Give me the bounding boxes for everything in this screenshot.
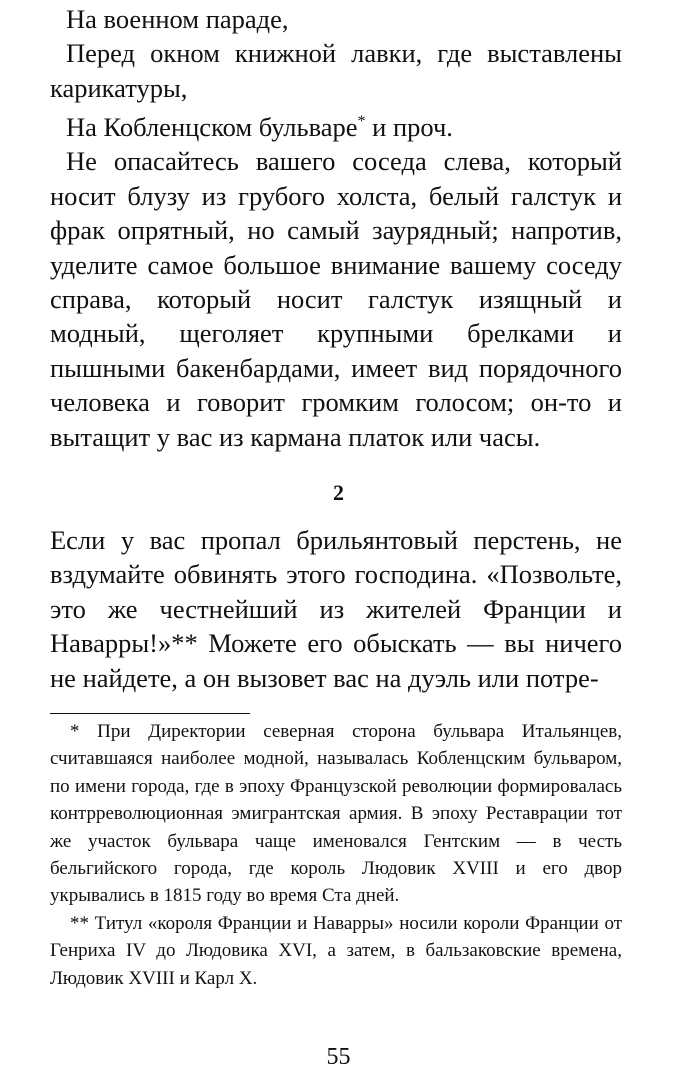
footnote-ref-1: * — [357, 113, 366, 131]
text-line-koblenz-boulevard — [50, 105, 622, 144]
koblenz-suffix: и проч. — [365, 112, 453, 143]
text-line-military-parade: На военном параде, — [66, 4, 289, 34]
paragraph-neighbors: Не опасайтесь вашего соседа слева, который носит блузу из грубого холста, белый галстук и фрак опрятный, но самый заурядный; напротив, уделите самое большое внимание вашему соседу справа, который носит галстук изящный и модный, щеголяет крупными брелками и пышными бакенбардами, имеет вид порядочного человека и говорит громким голосом; он-то и вытащит у вас из кармана платок или часы. — [50, 146, 622, 452]
footnote-2: ** Титул «короля Франции и Наварры» носили короли Франции от Генриха IV до Людовика XVI, а затем, в бальзаковские времена, Людовик XVIII и Карл X. — [50, 912, 622, 989]
footnote-1: * При Директории северная сторона бульвара Итальянцев, считавшаяся наиболее модной, называлась Кобленцским бульваром, по имени города, где в эпоху Французской революции формировалась контрреволюционная эмигрантская армия. В эпоху Реставрации тот же участок бульвара чаще именовался Гентским — в честь бельгийского города, где король Людовик XVIII и его двор укрывались в 1815 году во время Ста дней. — [50, 721, 622, 907]
text-line-bookshop-window: Перед окном книжной лавки, где выставлены карикатуры, — [50, 38, 622, 103]
main-text — [50, 2, 622, 454]
paragraph-ring: Если у вас пропал брильянтовый перстень, не вздумайте обвинять этого господина. «Позвольте, это же честнейший из жителей Франции и Наварры!»** Можете его обыскать — вы ничего не найдете, а он вызовет вас на дуэль или потре- — [50, 525, 622, 693]
footnotes — [50, 718, 622, 992]
page-number: 55 — [326, 1044, 351, 1070]
section-number: 2 — [333, 480, 344, 505]
section-2-text — [50, 523, 622, 695]
koblenz-text: На Кобленцском бульваре — [66, 112, 358, 143]
footnote-divider — [50, 713, 250, 714]
